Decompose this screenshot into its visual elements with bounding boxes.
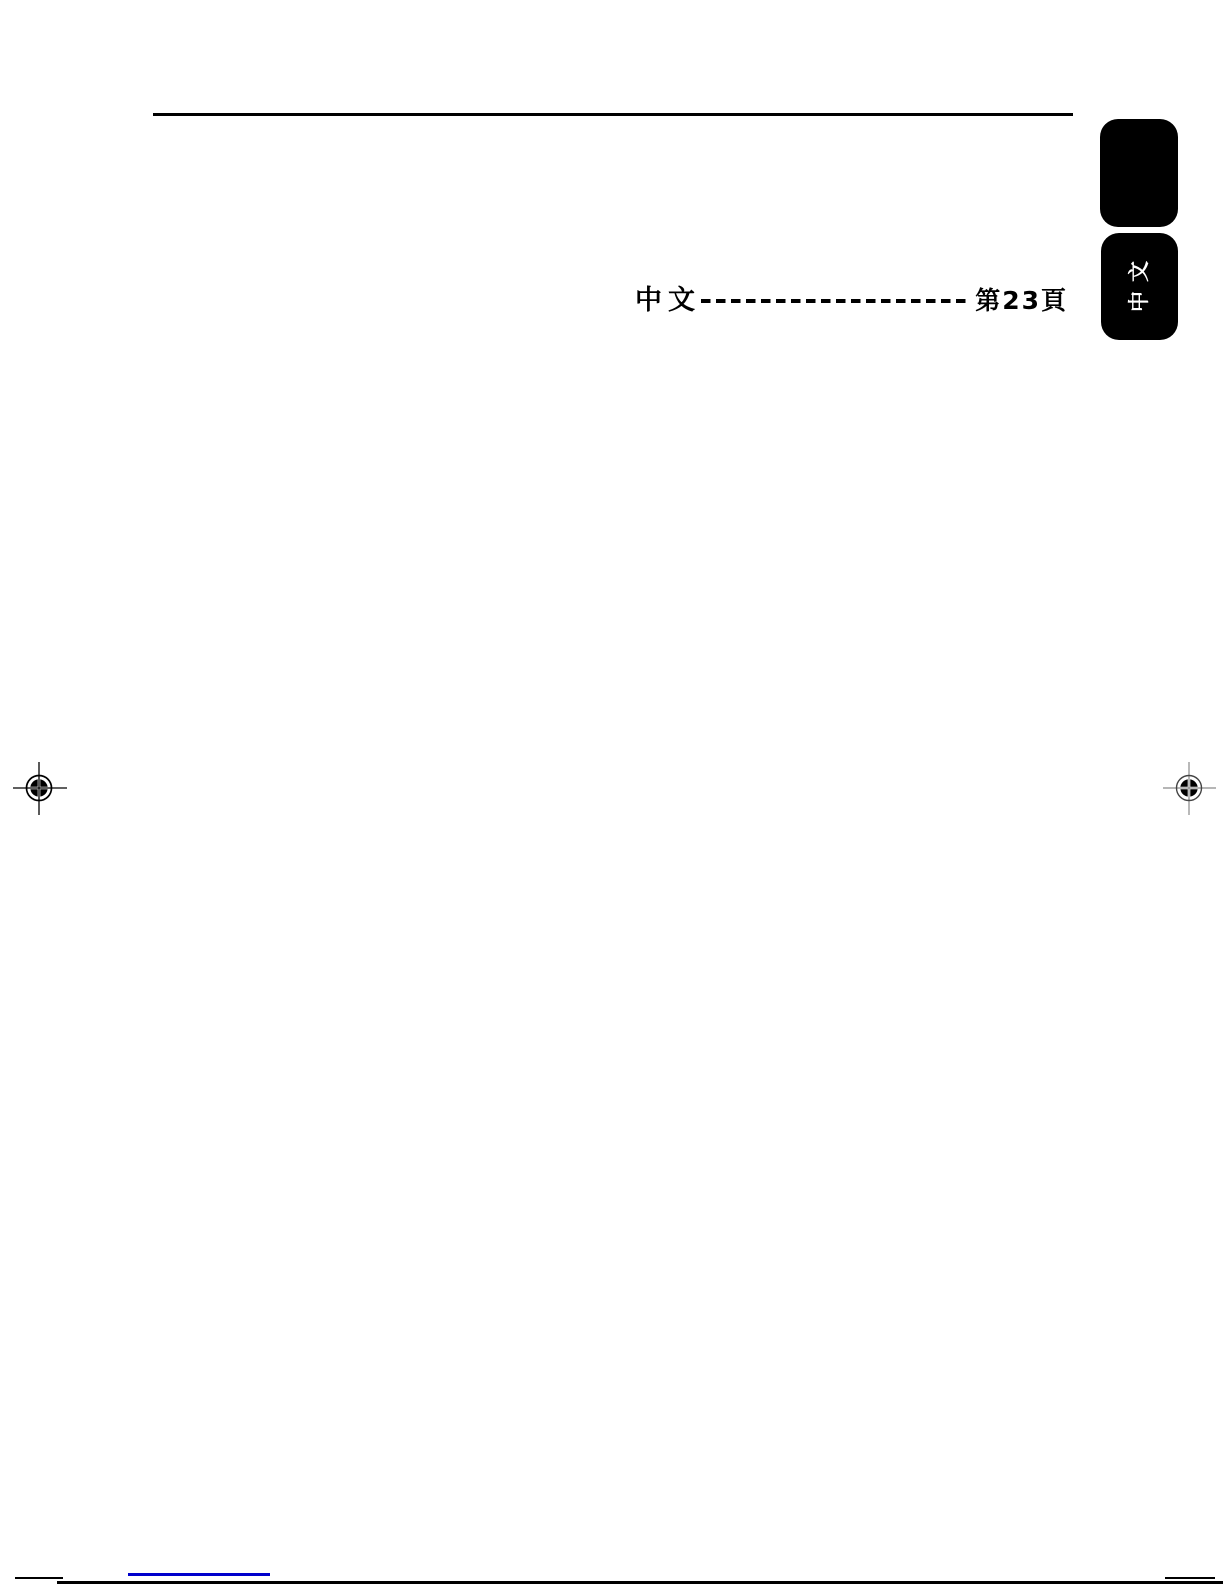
toc-dashed-leader (701, 299, 971, 303)
footer-rule (57, 1581, 1223, 1584)
footer-short-rule-left (15, 1577, 63, 1579)
footer-short-rule-right (1165, 1577, 1215, 1579)
header-rule (153, 113, 1073, 116)
toc-page-ref: 第23頁 (975, 285, 1068, 315)
side-tab-chinese (1101, 233, 1178, 340)
registration-mark-icon (1159, 758, 1219, 818)
side-tab-label: 中文 (1127, 252, 1151, 312)
registration-mark-icon (9, 758, 69, 818)
toc-entry (635, 283, 1068, 317)
side-tab-blank (1100, 119, 1178, 227)
toc-language-label: 中文 (635, 284, 701, 316)
footer-link-underline[interactable] (128, 1573, 270, 1576)
